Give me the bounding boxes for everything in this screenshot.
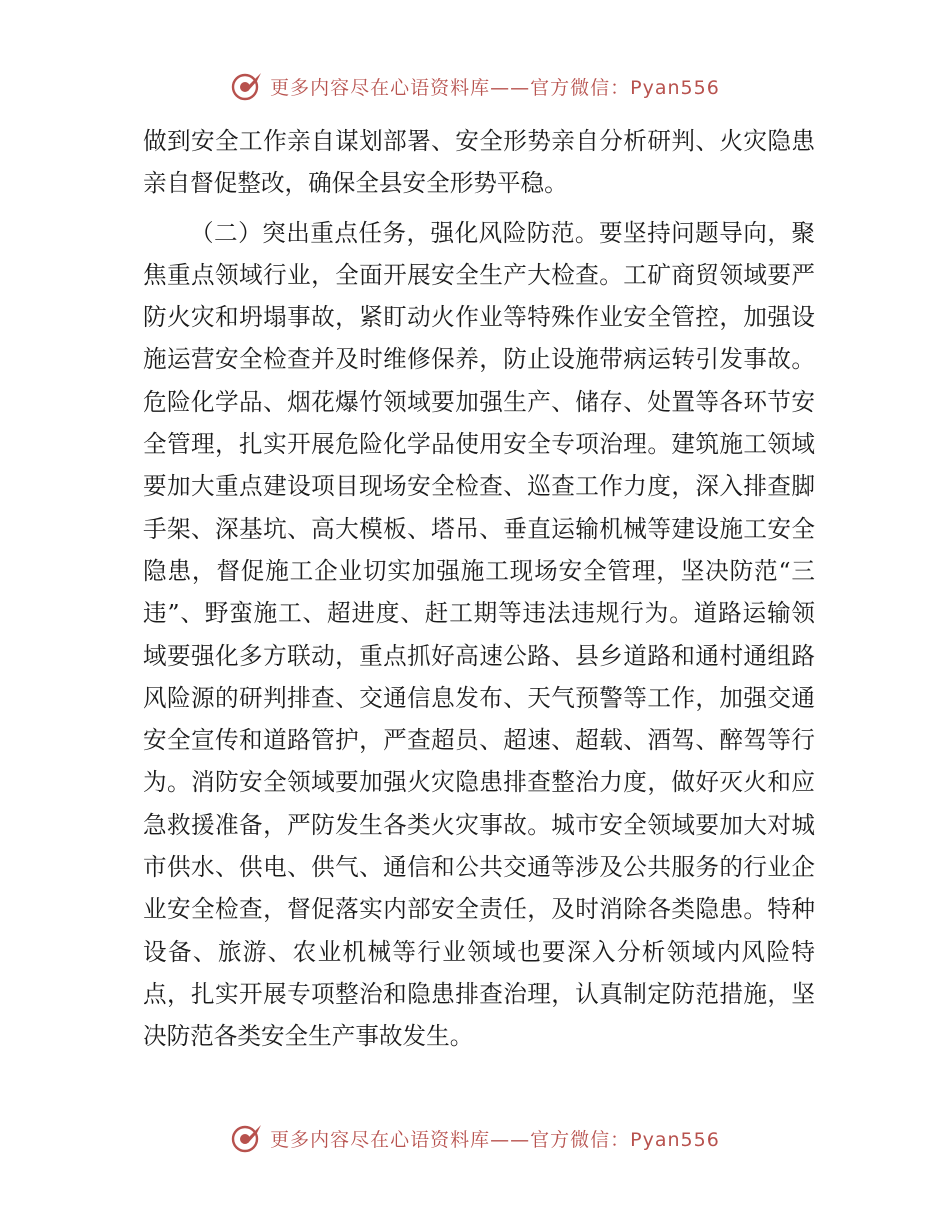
footer-watermark (0, 1122, 950, 1154)
watermark-text: 更多内容尽在心语资料库——官方微信：Pyan556 (270, 1128, 720, 1151)
watermark-text: 更多内容尽在心语资料库——官方微信：Pyan556 (270, 76, 720, 99)
paragraph-continuation: 做到安全工作亲自谋划部署、安全形势亲自分析研判、火灾隐患亲自督促整改，确保全县安全形势平稳。 (143, 127, 815, 198)
paragraph-section-two: （二）突出重点任务，强化风险防范。要坚持问题导向，聚焦重点领域行业，全面开展安全生产大检查。工矿商贸领域要严防火灾和坍塌事故，紧盯动火作业等特殊作业安全管控，加强设施运营安全检查并及时维修保养，防止设施带病运转引发事故。危险化学品、烟花爆竹领域要加强生产、储存、处置等各环节安全管理，扎实开展危险化学品使用安全专项治理。建筑施工领域要加大重点建设项目现场安全检查、巡查工作力度，深入排查脚手架、深基坑、高大模板、塔吊、垂直运输机械等建设施工安全隐患，督促施工企业切实加强施工现场安全管理，坚决防范“三违”、野蛮施工、超进度、赶工期等违法违规行为。道路运输领域要强化多方联动，重点抓好高速公路、县乡道路和通村通组路风险源的研判排查、交通信息发布、天气预警等工作，加强交通安全宣传和道路管护，严查超员、超速、超载、酒驾、醉驾等行为。消防安全领域要加强火灾隐患排查整治力度，做好灭火和应急救援准备，严防发生各类火灾事故。城市安全领域要加大对城市供水、供电、供气、通信和公共交通等涉及公共服务的行业企业安全检查，督促落实内部安全责任，及时消除各类隐患。特种设备、旅游、农业机械等行业领域也要深入分析领域内风险特点，扎实开展专项整治和隐患排查治理，认真制定防范措施，坚决防范各类安全生产事故发生。 (143, 218, 815, 1051)
quill-seal-icon (230, 70, 264, 102)
quill-seal-icon (230, 1122, 264, 1154)
header-watermark (0, 70, 950, 102)
document-body (143, 120, 815, 1058)
